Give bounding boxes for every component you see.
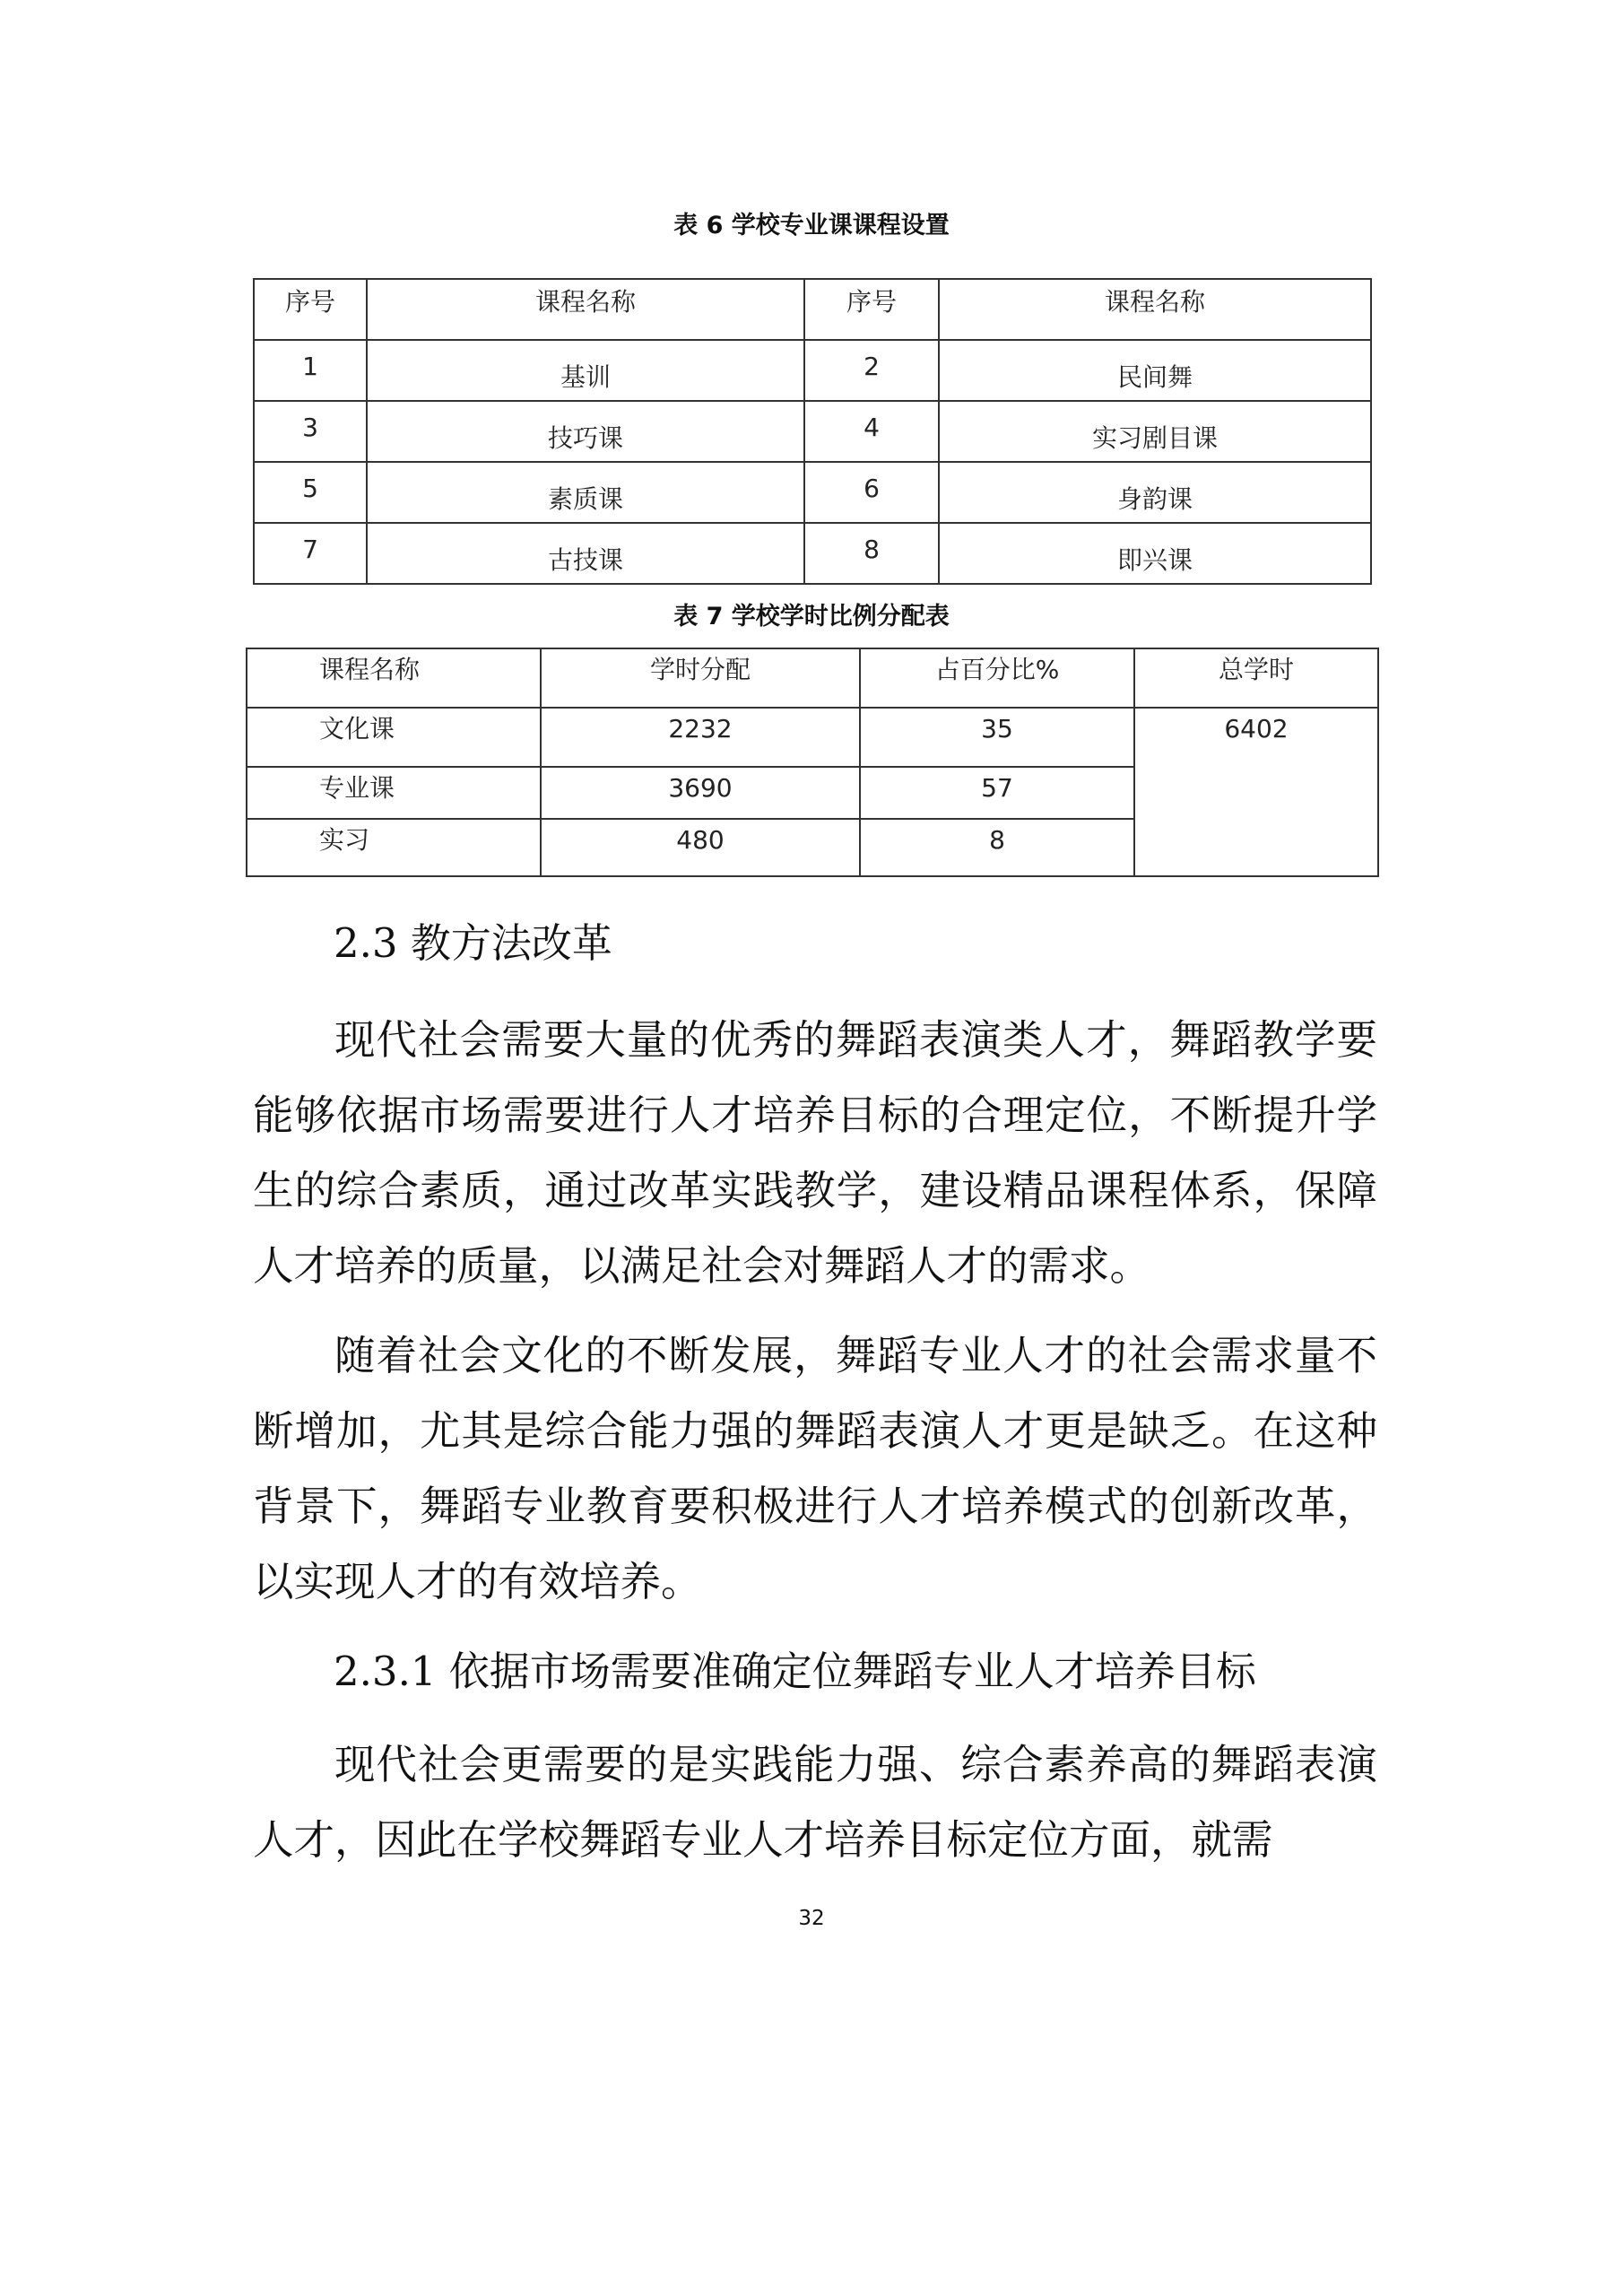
page-number: 32 xyxy=(798,1907,825,1930)
header-course-name: 课程名称 xyxy=(247,648,541,708)
table6-caption: 表 6 学校专业课课程设置 xyxy=(673,212,950,239)
cell-index: 7 xyxy=(254,523,367,584)
body-paragraph: 现代社会更需要的是实践能力强、综合素养高的舞蹈表演人才，因此在学校舞蹈专业人才培养目标定位方面，就需 xyxy=(253,1741,1377,1864)
cell-percentage: 35 xyxy=(860,708,1134,767)
cell-hours: 480 xyxy=(541,819,860,876)
header-index: 序号 xyxy=(804,279,939,340)
header-total-hours: 总学时 xyxy=(1134,648,1378,708)
cell-course-name: 专业课 xyxy=(247,767,541,819)
cell-course-name: 文化课 xyxy=(247,708,541,767)
header-index: 序号 xyxy=(254,279,367,340)
cell-index: 2 xyxy=(804,340,939,401)
section-heading-2-3-1: 2.3.1 依据市场需要准确定位舞蹈专业人才培养目标 xyxy=(334,1648,1256,1695)
body-paragraph: 随着社会文化的不断发展，舞蹈专业人才的社会需求量不断增加，尤其是综合能力强的舞蹈表演人才更是缺乏。在这种背景下，舞蹈专业教育要积极进行人才培养模式的创新改革，以实现人才的有效培养。 xyxy=(253,1332,1377,1605)
hours-allocation-table xyxy=(246,648,1379,877)
header-percentage: 占百分比% xyxy=(860,648,1134,708)
table-row xyxy=(247,708,1378,767)
cell-index: 4 xyxy=(804,401,939,462)
table-header-row xyxy=(254,279,1371,340)
table-row xyxy=(254,401,1371,462)
cell-course-name: 技巧课 xyxy=(367,401,804,462)
cell-index: 5 xyxy=(254,462,367,523)
page-column xyxy=(246,208,1377,1932)
cell-course-name: 古技课 xyxy=(367,523,804,584)
table-row xyxy=(254,523,1371,584)
header-hours: 学时分配 xyxy=(541,648,860,708)
cell-course-name: 素质课 xyxy=(367,462,804,523)
body-paragraph: 现代社会需要大量的优秀的舞蹈表演类人才，舞蹈教学要能够依据市场需要进行人才培养目标的合理定位，不断提升学生的综合素质，通过改革实践教学，建设精品课程体系，保障人才培养的质量，以满足社会对舞蹈人才的需求。 xyxy=(253,1016,1377,1290)
cell-course-name: 身韵课 xyxy=(939,462,1371,523)
cell-course-name: 基训 xyxy=(367,340,804,401)
cell-percentage: 8 xyxy=(860,819,1134,876)
cell-course-name: 实习 xyxy=(247,819,541,876)
table-header-row xyxy=(247,648,1378,708)
section-heading-2-3: 2.3 教方法改革 xyxy=(334,919,612,967)
table7-caption: 表 7 学校学时比例分配表 xyxy=(673,603,950,631)
cell-percentage: 57 xyxy=(860,767,1134,819)
course-settings-table xyxy=(253,278,1372,585)
header-course-name: 课程名称 xyxy=(367,279,804,340)
cell-course-name: 即兴课 xyxy=(939,523,1371,584)
cell-hours: 2232 xyxy=(541,708,860,767)
cell-index: 6 xyxy=(804,462,939,523)
cell-index: 1 xyxy=(254,340,367,401)
cell-index: 8 xyxy=(804,523,939,584)
table-row xyxy=(254,462,1371,523)
cell-total-hours: 6402 xyxy=(1134,708,1378,876)
cell-course-name: 实习剧目课 xyxy=(939,401,1371,462)
cell-hours: 3690 xyxy=(541,767,860,819)
cell-index: 3 xyxy=(254,401,367,462)
header-course-name: 课程名称 xyxy=(939,279,1371,340)
table-row xyxy=(254,340,1371,401)
cell-course-name: 民间舞 xyxy=(939,340,1371,401)
